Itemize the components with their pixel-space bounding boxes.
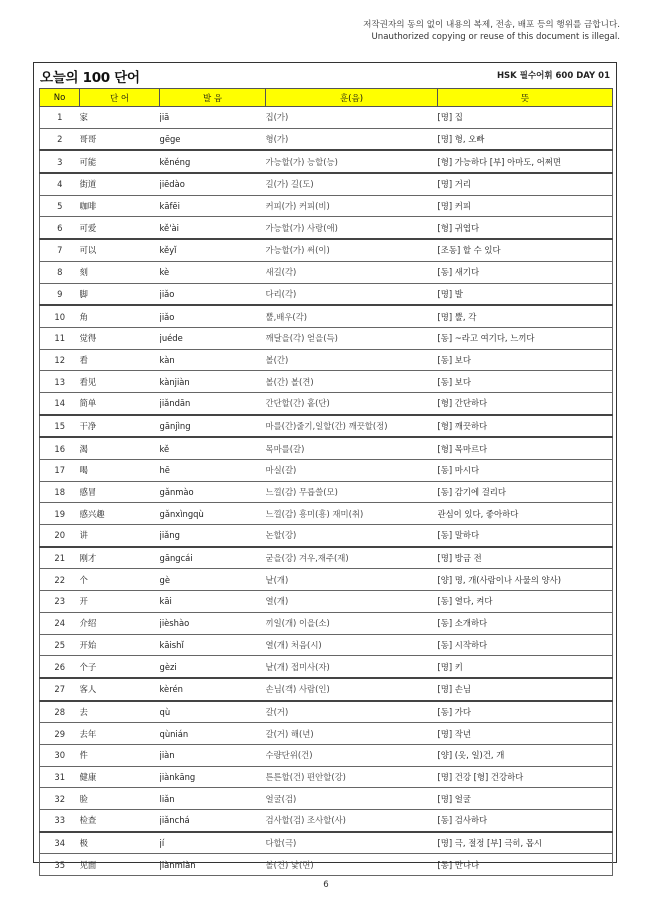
copyright-notice-korean: 저작권자의 동의 없이 내용의 복제, 전송, 배포 등의 행위를 금합니다. (363, 20, 620, 30)
cell-no: 18 (40, 481, 80, 503)
cell-word: 感兴趣 (80, 503, 160, 525)
table-row (40, 128, 613, 150)
cell-meaning: [동] 가다 (438, 701, 613, 723)
table-row (40, 261, 613, 283)
cell-word: 去年 (80, 723, 160, 745)
cell-meaning: [명] 방금 전 (438, 547, 613, 569)
table-row (40, 437, 613, 459)
cell-hun-eum: 손님(객) 사람(인) (266, 678, 438, 701)
cell-no: 4 (40, 173, 80, 195)
table-header-row (40, 89, 613, 107)
cell-pinyin: kě (160, 437, 266, 459)
cell-no: 1 (40, 107, 80, 129)
table-row (40, 107, 613, 129)
cell-word: 简单 (80, 392, 160, 414)
cell-word: 家 (80, 107, 160, 129)
cell-pinyin: jiǎng (160, 525, 266, 547)
cell-pinyin: jiànkāng (160, 766, 266, 788)
table-row (40, 371, 613, 393)
cell-hun-eum: 검사할(검) 조사할(사) (266, 810, 438, 832)
cell-meaning: [형] 목마르다 (438, 437, 613, 459)
cell-pinyin: gǎnmào (160, 481, 266, 503)
cell-meaning: [명] 뿔, 각 (438, 305, 613, 327)
cell-pinyin: juéde (160, 327, 266, 349)
cell-no: 6 (40, 217, 80, 239)
cell-meaning: [명] 키 (438, 656, 613, 678)
cell-word: 开 (80, 591, 160, 613)
cell-meaning: [명] 얼굴 (438, 788, 613, 810)
cell-meaning: [동] 열다, 켜다 (438, 591, 613, 613)
cell-hun-eum: 논할(강) (266, 525, 438, 547)
cell-word: 可爱 (80, 217, 160, 239)
cell-word: 极 (80, 832, 160, 854)
cell-hun-eum: 간단할(간) 홑(단) (266, 392, 438, 414)
cell-word: 刚才 (80, 547, 160, 569)
cell-meaning: [형] 가능하다 [부] 아마도, 어쩌면 (438, 150, 613, 173)
cell-word: 看见 (80, 371, 160, 393)
cell-no: 31 (40, 766, 80, 788)
cell-hun-eum: 마를(간)줄기,일할(간) 깨끗할(정) (266, 415, 438, 438)
cell-meaning: [명] 형, 오빠 (438, 128, 613, 150)
cell-word: 见面 (80, 854, 160, 876)
cell-pinyin: jiā (160, 107, 266, 129)
cell-hun-eum: 가능할(가) 능할(능) (266, 150, 438, 173)
column-header-word: 단 어 (80, 89, 160, 107)
cell-hun-eum: 볼(견) 낯(면) (266, 854, 438, 876)
table-row (40, 283, 613, 305)
cell-hun-eum: 가능할(가) 사랑(애) (266, 217, 438, 239)
cell-no: 34 (40, 832, 80, 854)
cell-meaning: [명] 커피 (438, 195, 613, 217)
cell-no: 29 (40, 723, 80, 745)
cell-hun-eum: 목마를(갈) (266, 437, 438, 459)
cell-no: 14 (40, 392, 80, 414)
cell-no: 21 (40, 547, 80, 569)
cell-no: 15 (40, 415, 80, 438)
cell-pinyin: jiǎo (160, 305, 266, 327)
cell-meaning: [동] ~라고 여기다, 느끼다 (438, 327, 613, 349)
cell-no: 27 (40, 678, 80, 701)
cell-no: 23 (40, 591, 80, 613)
cell-no: 2 (40, 128, 80, 150)
cell-meaning: [양] 명, 개(사람이나 사물의 양사) (438, 569, 613, 591)
table-body (40, 107, 613, 876)
cell-meaning: [명] 집 (438, 107, 613, 129)
cell-no: 33 (40, 810, 80, 832)
vocabulary-table (39, 88, 613, 876)
cell-no: 17 (40, 460, 80, 482)
table-row (40, 503, 613, 525)
cell-no: 19 (40, 503, 80, 525)
cell-meaning: [동] 감기에 걸리다 (438, 481, 613, 503)
cell-pinyin: gè (160, 569, 266, 591)
cell-hun-eum: 낱(개) (266, 569, 438, 591)
cell-meaning: [명] 작년 (438, 723, 613, 745)
cell-pinyin: kěyǐ (160, 239, 266, 261)
cell-hun-eum: 볼(간) 볼(견) (266, 371, 438, 393)
cell-hun-eum: 튼튼할(건) 편안할(강) (266, 766, 438, 788)
cell-hun-eum: 마실(갈) (266, 460, 438, 482)
cell-hun-eum: 갈(거) (266, 701, 438, 723)
cell-no: 26 (40, 656, 80, 678)
table-row (40, 634, 613, 656)
cell-meaning: 관심이 있다, 좋아하다 (438, 503, 613, 525)
cell-hun-eum: 끼일(개) 이을(소) (266, 612, 438, 634)
cell-pinyin: jiànmiàn (160, 854, 266, 876)
vocabulary-frame (33, 62, 617, 870)
column-header-hun-eum: 훈(음) (266, 89, 438, 107)
cell-pinyin: kè (160, 261, 266, 283)
cell-no: 28 (40, 701, 80, 723)
cell-meaning: [명] 거리 (438, 173, 613, 195)
cell-pinyin: jiǎnchá (160, 810, 266, 832)
cell-pinyin: jiǎndān (160, 392, 266, 414)
page-number: 6 (323, 880, 329, 890)
cell-word: 喝 (80, 460, 160, 482)
cell-word: 咖啡 (80, 195, 160, 217)
cell-hun-eum: 다할(극) (266, 832, 438, 854)
cell-pinyin: jièshào (160, 612, 266, 634)
cell-pinyin: kāfēi (160, 195, 266, 217)
cell-pinyin: hē (160, 460, 266, 482)
table-row (40, 481, 613, 503)
cell-pinyin: jiēdào (160, 173, 266, 195)
table-row (40, 305, 613, 327)
cell-hun-eum: 다리(각) (266, 283, 438, 305)
cell-hun-eum: 가능할(가) 써(이) (266, 239, 438, 261)
cell-word: 个子 (80, 656, 160, 678)
cell-word: 街道 (80, 173, 160, 195)
cell-no: 32 (40, 788, 80, 810)
cell-meaning: [명] 발 (438, 283, 613, 305)
table-row (40, 723, 613, 745)
cell-pinyin: qùnián (160, 723, 266, 745)
cell-meaning: [동] 새기다 (438, 261, 613, 283)
cell-no: 20 (40, 525, 80, 547)
cell-meaning: [형] 깨끗하다 (438, 415, 613, 438)
table-row (40, 173, 613, 195)
cell-meaning: [명] 손님 (438, 678, 613, 701)
cell-no: 30 (40, 744, 80, 766)
cell-pinyin: kěnéng (160, 150, 266, 173)
cell-meaning: [동] 소개하다 (438, 612, 613, 634)
column-header-pinyin: 발 음 (160, 89, 266, 107)
table-row (40, 525, 613, 547)
cell-no: 8 (40, 261, 80, 283)
cell-meaning: [명] 건강 [형] 건강하다 (438, 766, 613, 788)
table-row (40, 766, 613, 788)
cell-no: 16 (40, 437, 80, 459)
page-title: 오늘의 100 단어 (40, 70, 140, 86)
cell-meaning: [동] 보다 (438, 371, 613, 393)
cell-hun-eum: 볼(간) (266, 349, 438, 371)
table-row (40, 150, 613, 173)
copyright-notice (363, 19, 620, 43)
cell-word: 检查 (80, 810, 160, 832)
table-row (40, 217, 613, 239)
cell-meaning: [동] 마시다 (438, 460, 613, 482)
cell-no: 13 (40, 371, 80, 393)
cell-hun-eum: 느낄(감) 무릅쓸(모) (266, 481, 438, 503)
column-header-no: No (40, 89, 80, 107)
cell-pinyin: kāishǐ (160, 634, 266, 656)
cell-word: 客人 (80, 678, 160, 701)
cell-hun-eum: 낱(개) 접미사(자) (266, 656, 438, 678)
cell-hun-eum: 열(개) 처음(시) (266, 634, 438, 656)
cell-meaning: [형] 귀엽다 (438, 217, 613, 239)
cell-hun-eum: 열(개) (266, 591, 438, 613)
cell-no: 10 (40, 305, 80, 327)
cell-meaning: [형] 간단하다 (438, 392, 613, 414)
table-row (40, 591, 613, 613)
cell-pinyin: gānjìng (160, 415, 266, 438)
cell-no: 7 (40, 239, 80, 261)
cell-pinyin: kě'ài (160, 217, 266, 239)
cell-word: 个 (80, 569, 160, 591)
cell-meaning: [동] 시작하다 (438, 634, 613, 656)
cell-word: 件 (80, 744, 160, 766)
cell-pinyin: kànjiàn (160, 371, 266, 393)
cell-no: 35 (40, 854, 80, 876)
cell-no: 11 (40, 327, 80, 349)
table-row (40, 569, 613, 591)
table-row (40, 392, 613, 414)
cell-hun-eum: 수량단위(건) (266, 744, 438, 766)
table-row (40, 678, 613, 701)
table-row (40, 701, 613, 723)
cell-no: 5 (40, 195, 80, 217)
cell-pinyin: gǎnxìngqù (160, 503, 266, 525)
cell-hun-eum: 굳을(강) 겨우,재주(재) (266, 547, 438, 569)
page-subtitle: HSK 필수어휘 600 DAY 01 (496, 71, 610, 81)
cell-meaning: [동] 만나다 (438, 854, 613, 876)
cell-word: 渴 (80, 437, 160, 459)
cell-meaning: [동] 말하다 (438, 525, 613, 547)
cell-word: 哥哥 (80, 128, 160, 150)
cell-hun-eum: 느낄(감) 흥미(흥) 재미(취) (266, 503, 438, 525)
cell-word: 脸 (80, 788, 160, 810)
table-row (40, 788, 613, 810)
cell-no: 22 (40, 569, 80, 591)
cell-hun-eum: 길(가) 길(도) (266, 173, 438, 195)
cell-hun-eum: 새길(각) (266, 261, 438, 283)
table-row (40, 415, 613, 438)
cell-word: 开始 (80, 634, 160, 656)
cell-hun-eum: 커피(가) 커피(비) (266, 195, 438, 217)
table-row (40, 460, 613, 482)
cell-word: 去 (80, 701, 160, 723)
copyright-notice-english: Unauthorized copying or reuse of this document is illegal. (371, 32, 620, 42)
cell-word: 觉得 (80, 327, 160, 349)
cell-no: 12 (40, 349, 80, 371)
cell-word: 健康 (80, 766, 160, 788)
cell-pinyin: liǎn (160, 788, 266, 810)
table-row (40, 327, 613, 349)
cell-word: 可能 (80, 150, 160, 173)
cell-hun-eum: 깨달을(각) 얻을(득) (266, 327, 438, 349)
cell-word: 感冒 (80, 481, 160, 503)
cell-word: 脚 (80, 283, 160, 305)
cell-pinyin: gèzi (160, 656, 266, 678)
cell-pinyin: jiàn (160, 744, 266, 766)
cell-hun-eum: 얼굴(검) (266, 788, 438, 810)
table-row (40, 744, 613, 766)
table-row (40, 612, 613, 634)
cell-word: 介绍 (80, 612, 160, 634)
cell-pinyin: kàn (160, 349, 266, 371)
table-row (40, 349, 613, 371)
table-row (40, 656, 613, 678)
cell-pinyin: kèrén (160, 678, 266, 701)
cell-meaning: [양] (옷, 일)건, 개 (438, 744, 613, 766)
cell-word: 讲 (80, 525, 160, 547)
cell-word: 可以 (80, 239, 160, 261)
cell-pinyin: gēge (160, 128, 266, 150)
cell-meaning: [조동] 할 수 있다 (438, 239, 613, 261)
cell-pinyin: gāngcái (160, 547, 266, 569)
cell-hun-eum: 형(가) (266, 128, 438, 150)
cell-word: 刻 (80, 261, 160, 283)
table-row (40, 854, 613, 876)
cell-pinyin: jí (160, 832, 266, 854)
cell-no: 25 (40, 634, 80, 656)
table-row (40, 195, 613, 217)
cell-hun-eum: 집(가) (266, 107, 438, 129)
cell-hun-eum: 갈(거) 해(년) (266, 723, 438, 745)
table-row (40, 547, 613, 569)
table-row (40, 810, 613, 832)
cell-meaning: [동] 보다 (438, 349, 613, 371)
table-row (40, 832, 613, 854)
cell-no: 3 (40, 150, 80, 173)
cell-word: 干净 (80, 415, 160, 438)
cell-meaning: [명] 극, 절정 [부] 극히, 몹시 (438, 832, 613, 854)
cell-pinyin: jiǎo (160, 283, 266, 305)
table-row (40, 239, 613, 261)
cell-meaning: [동] 검사하다 (438, 810, 613, 832)
cell-hun-eum: 뿔,배우(각) (266, 305, 438, 327)
cell-no: 9 (40, 283, 80, 305)
column-header-meaning: 뜻 (438, 89, 613, 107)
cell-pinyin: kāi (160, 591, 266, 613)
cell-word: 角 (80, 305, 160, 327)
cell-pinyin: qù (160, 701, 266, 723)
cell-no: 24 (40, 612, 80, 634)
cell-word: 看 (80, 349, 160, 371)
